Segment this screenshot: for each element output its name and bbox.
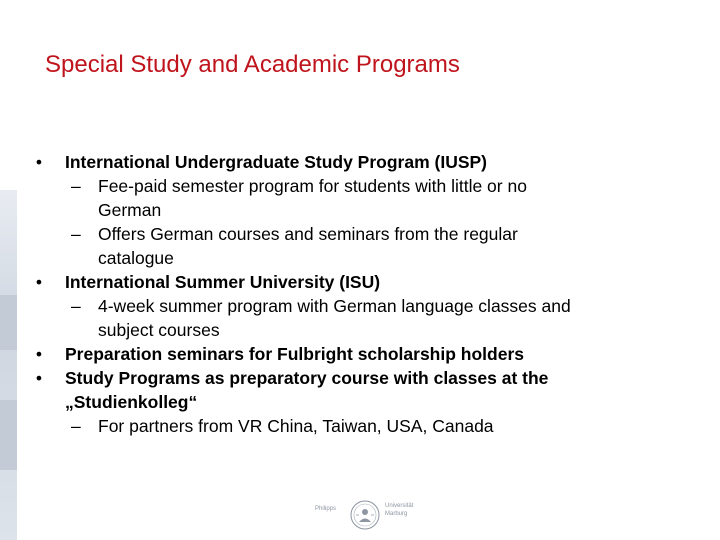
bullet-item-cont [27, 390, 677, 414]
bullet-text: Study Programs as preparatory course with classes at the [65, 368, 549, 388]
bullet-text-cont: „Studienkolleg“ [65, 392, 198, 412]
logo-right-text-1: Universität [385, 503, 414, 509]
bullet-item [27, 150, 677, 174]
slide-title: Special Study and Academic Programs [45, 51, 460, 78]
bullet-item [27, 366, 677, 390]
bullet-icon: • [35, 344, 43, 364]
sub-item [27, 414, 677, 438]
sub-item-text: 4-week summer program with German language classes and [98, 296, 571, 316]
logo-right-text-2: Marburg [385, 511, 408, 517]
bullet-icon: • [35, 272, 43, 292]
sub-item [27, 174, 677, 222]
dash-icon: – [71, 296, 81, 316]
logo-left-text: Philipps [315, 506, 337, 512]
bullet-text: Preparation seminars for Fulbright scholarship holders [65, 344, 524, 364]
sub-item-text: For partners from VR China, Taiwan, USA, Canada [98, 416, 494, 436]
side-band-segment [0, 295, 17, 350]
bullet-text: International Undergraduate Study Program (IUSP) [65, 152, 487, 172]
dash-icon: – [71, 416, 81, 436]
sub-item-text-cont: catalogue [98, 248, 174, 268]
bullet-icon: • [35, 368, 43, 388]
sub-item [27, 222, 677, 270]
side-decoration-band [0, 190, 17, 540]
dash-icon: – [71, 176, 81, 196]
side-band-segment [0, 400, 17, 470]
bullet-item [27, 270, 677, 294]
sub-item-text: Offers German courses and seminars from the regular [98, 224, 518, 244]
bullet-list [27, 150, 677, 438]
sub-item [27, 294, 677, 342]
bullet-item [27, 342, 677, 366]
sub-item-text: Fee-paid semester program for students with little or no [98, 176, 527, 196]
bullet-text: International Summer University (ISU) [65, 272, 381, 292]
university-logo [313, 498, 418, 532]
sub-item-text-cont: subject courses [98, 320, 220, 340]
dash-icon: – [71, 224, 81, 244]
sub-item-text-cont: German [98, 200, 162, 220]
university-seal-icon [350, 500, 380, 530]
bullet-icon: • [35, 152, 43, 172]
